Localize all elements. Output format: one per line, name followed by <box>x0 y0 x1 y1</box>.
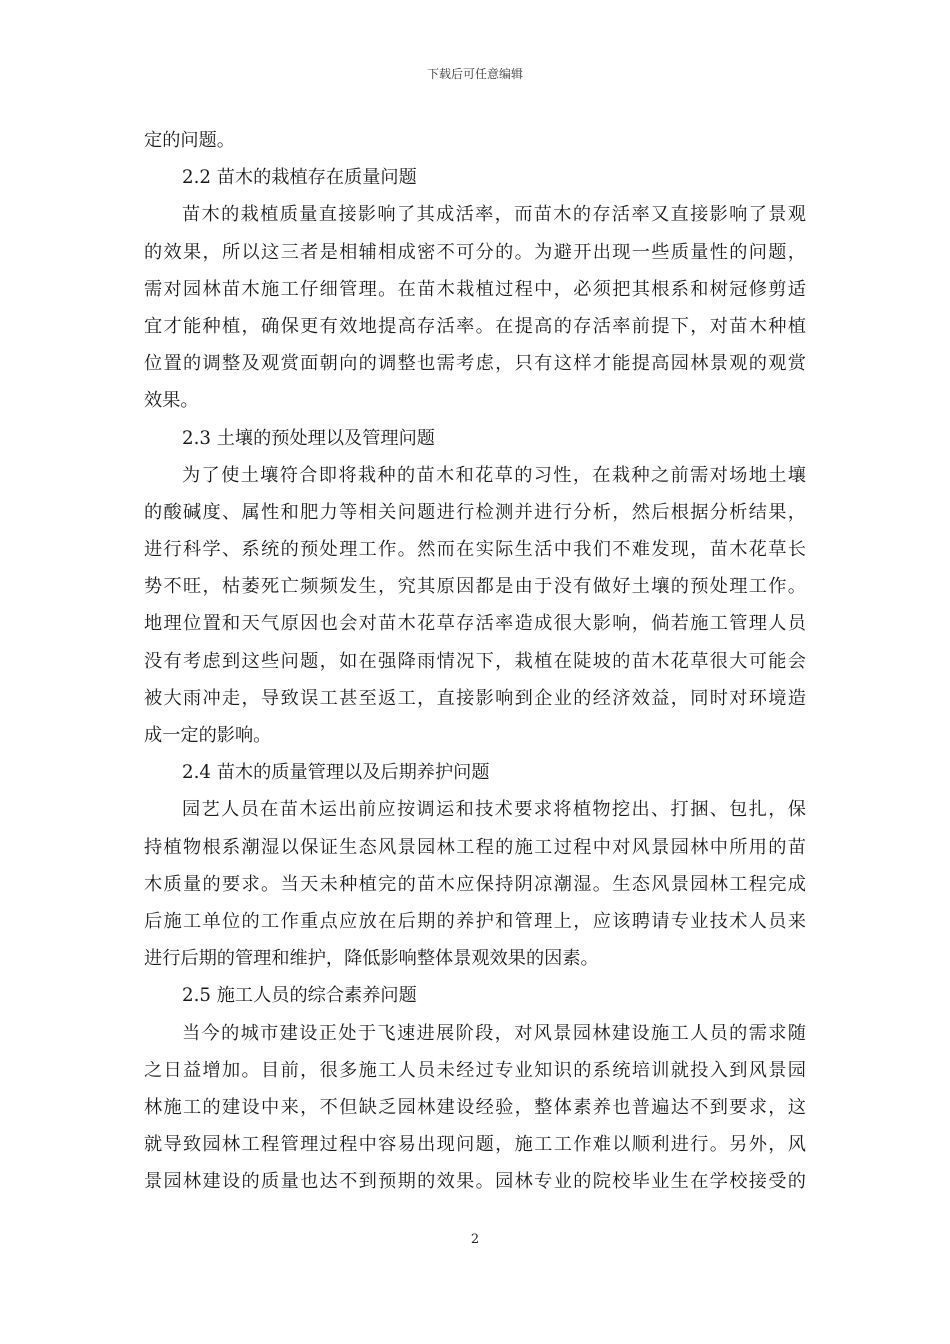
text-line: 需对园林苗木施工仔细管理。在苗木栽植过程中，必须把其根系和树冠修剪适 <box>144 278 806 300</box>
text-line: 地理位置和天气原因也会对苗木花草存活率造成很大影响，倘若施工管理人员 <box>144 613 806 635</box>
text-line: 势不旺，枯萎死亡频频发生，究其原因都是由于没有做好土壤的预处理工作。 <box>144 576 806 598</box>
document-body <box>144 122 806 1200</box>
section-heading: 2.2 苗木的栽植存在质量问题 <box>182 167 417 189</box>
text-line: 当今的城市建设正处于飞速进展阶段，对风景园林建设施工人员的需求随 <box>182 1022 806 1044</box>
text-line: 持植物根系潮湿以保证生态风景园林工程的施工过程中对风景园林中所用的苗 <box>144 836 806 858</box>
text-line: 进行科学、系统的预处理工作。然而在实际生活中我们不难发现，苗木花草长 <box>144 539 806 561</box>
text-line: 位置的调整及观赏面朝向的调整也需考虑，只有这样才能提高园林景观的观赏 <box>144 353 806 375</box>
text-line: 被大雨冲走，导致误工甚至返工，直接影响到企业的经济效益，同时对环境造 <box>144 687 806 709</box>
text-line: 没有考虑到这些问题，如在强降雨情况下，栽植在陡坡的苗木花草很大可能会 <box>144 650 806 672</box>
text-line: 景园林建设的质量也达不到预期的效果。园林专业的院校毕业生在学校接受的 <box>144 1171 806 1193</box>
text-line: 的酸碱度、属性和肥力等相关问题进行检测并进行分析，然后根据分析结果， <box>144 501 806 523</box>
section-heading: 2.5 施工人员的综合素养问题 <box>182 985 417 1007</box>
text-line: 宜才能种植，确保更有效地提高存活率。在提高的存活率前提下，对苗木种植 <box>144 315 806 337</box>
text-line: 效果。 <box>144 390 199 412</box>
text-line: 就导致园林工程管理过程中容易出现问题，施工工作难以顺利进行。另外，风 <box>144 1134 806 1156</box>
text-line: 木质量的要求。当天未种植完的苗木应保持阴凉潮湿。生态风景园林工程完成 <box>144 873 806 895</box>
page-number: 2 <box>470 1232 480 1247</box>
text-line: 成一定的影响。 <box>144 725 272 746</box>
section-heading: 2.4 苗木的质量管理以及后期养护问题 <box>182 762 490 784</box>
text-line: 后施工单位的工作重点应放在后期的养护和管理上，应该聘请专业技术人员来 <box>144 910 806 932</box>
section-heading: 2.3 土壤的预处理以及管理问题 <box>182 427 435 449</box>
text-line: 的效果，所以这三者是相辅相成密不可分的。为避开出现一些质量性的问题， <box>144 241 806 263</box>
text-line: 林施工的建设中来，不但缺乏园林建设经验，整体素养也普遍达不到要求，这 <box>144 1096 806 1118</box>
text-line: 园艺人员在苗木运出前应按调运和技术要求将植物挖出、打捆、包扎，保 <box>182 799 806 821</box>
text-line: 为了使土壤符合即将栽种的苗木和花草的习性，在栽种之前需对场地土壤 <box>182 464 806 486</box>
text-line: 定的问题。 <box>144 130 235 151</box>
text-line: 苗木的栽植质量直接影响了其成活率，而苗木的存活率又直接影响了景观 <box>182 204 806 226</box>
page-header: 下载后可任意编辑 <box>426 67 523 81</box>
text-line: 之日益增加。目前，很多施工人员未经过专业知识的系统培训就投入到风景园 <box>144 1059 806 1081</box>
text-line: 进行后期的管理和维护，降低影响整体景观效果的因素。 <box>144 948 599 970</box>
